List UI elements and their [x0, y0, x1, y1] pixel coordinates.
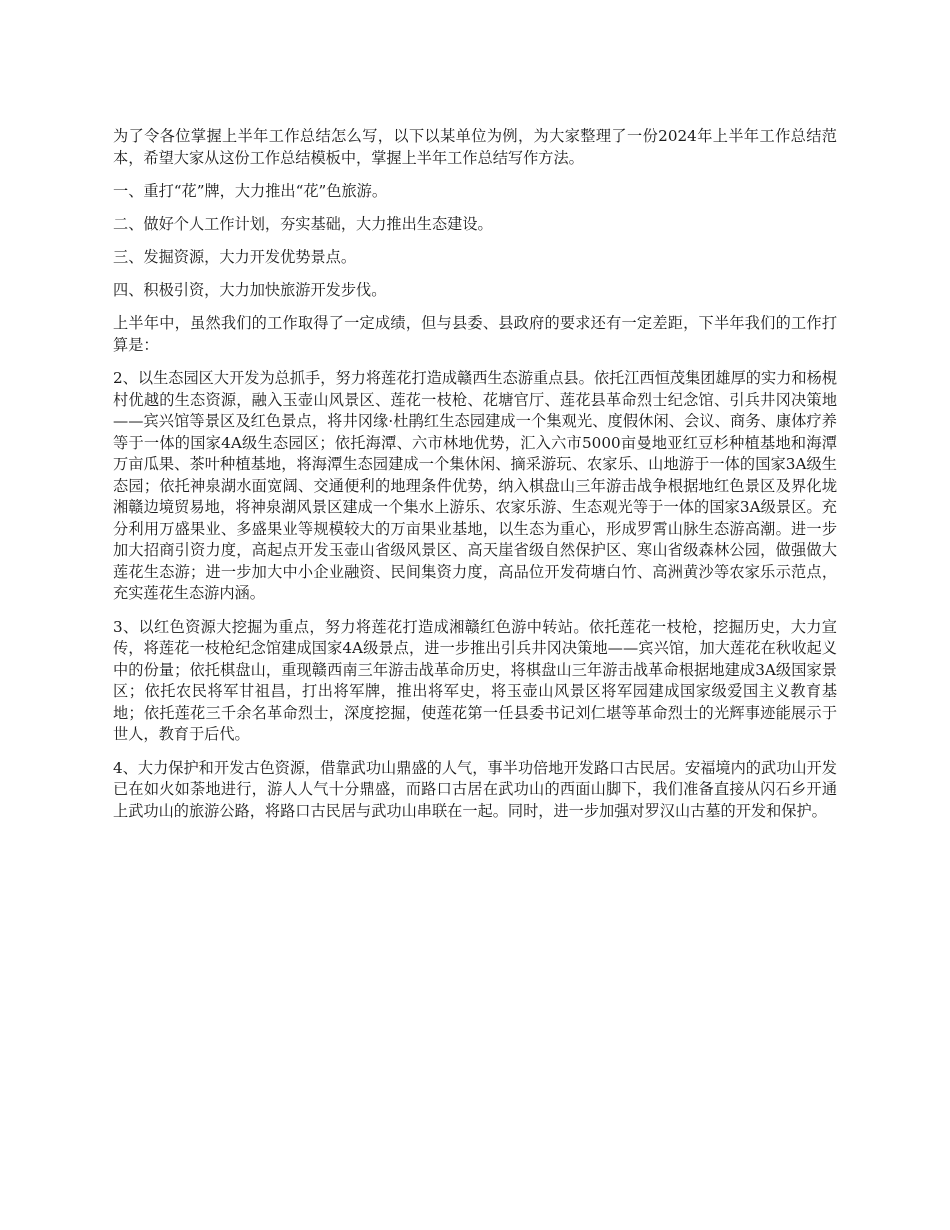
document-body	[113, 126, 837, 834]
heading-4: 四、积极引资，大力加快旅游开发步伐。	[113, 281, 387, 299]
intro-paragraph: 为了令各位掌握上半年工作总结怎么写，以下以某单位为例，为大家整理了一份2024年上半年工作总结范本，希望大家从这份工作总结模板中，掌握上半年工作总结写作方法。	[113, 127, 837, 167]
item-paragraph-4: 4、大力保护和开发古色资源，借靠武功山鼎盛的人气，事半功倍地开发路口古民居。安福境内的武功山开发已在如火如荼地进行，游人人气十分鼎盛，而路口古居在武功山的西面山脚下，我们准备直接从闪石乡开通上武功山的旅游公路，将路口古民居与武功山串联在一起。同时，进一步加强对罗汉山古墓的开发和保护。	[113, 758, 837, 820]
summary-paragraph: 上半年中，虽然我们的工作取得了一定成绩，但与县委、县政府的要求还有一定差距，下半年我们的工作打算是：	[113, 314, 837, 354]
heading-1: 一、重打“花”牌，大力推出“花”色旅游。	[113, 182, 388, 200]
heading-3: 三、发掘资源，大力开发优势景点。	[113, 248, 356, 266]
heading-2: 二、做好个人工作计划，夯实基础，大力推出生态建设。	[113, 215, 493, 233]
item-paragraph-3: 3、以红色资源大挖掘为重点，努力将莲花打造成湘赣红色游中转站。依托莲花一枝枪，挖掘历史，大力宣传，将莲花一枝枪纪念馆建成国家4A级景点，进一步推出引兵井冈决策地——宾兴馆，加大莲花在秋收起义中的份量；依托棋盘山，重现赣西南三年游击战革命历史，将棋盘山三年游击战革命根据地建成3A级国家景区；依托农民将军甘祖昌，打出将军牌，推出将军史，将玉壶山风景区将军园建成国家级爱国主义教育基地；依托莲花三千余名革命烈士，深度挖掘，使莲花第一任县委书记刘仁堪等革命烈士的光辉事迹能展示于世人，教育于后代。	[113, 617, 837, 743]
item-paragraph-2: 2、以生态园区大开发为总抓手，努力将莲花打造成赣西生态游重点县。依托江西恒茂集团雄厚的实力和杨梘村优越的生态资源，融入玉壶山风景区、莲花一枝枪、花塘官厅、莲花县革命烈士纪念馆、引兵井冈决策地——宾兴馆等景区及红色景点，将井冈缘·杜鹃红生态园建成一个集观光、度假休闲、会议、商务、康体疗养等于一体的国家4A级生态园区；依托海潭、六市林地优势，汇入六市5000亩曼地亚红豆杉种植基地和海潭万亩瓜果、茶叶种植基地，将海潭生态园建成一个集休闲、摘采游玩、农家乐、山地游于一体的国家3A级生态园；依托神泉湖水面宽阔、交通便利的地理条件优势，纳入棋盘山三年游击战争根据地红色景区及界化垅湘赣边境贸易地，将神泉湖风景区建成一个集水上游乐、农家乐游、生态观光等于一体的国家3A级景区。充分利用万盛果业、多盛果业等规模较大的万亩果业基地，以生态为重心，形成罗霄山脉生态游高潮。进一步加大招商引资力度，高起点开发玉壶山省级风景区、高天崖省级自然保护区、寒山省级森林公园，做强做大莲花生态游；进一步加大中小企业融资、民间集资力度，高品位开发荷塘白竹、高洲黄沙等农家乐示范点，充实莲花生态游内涵。	[113, 369, 837, 602]
